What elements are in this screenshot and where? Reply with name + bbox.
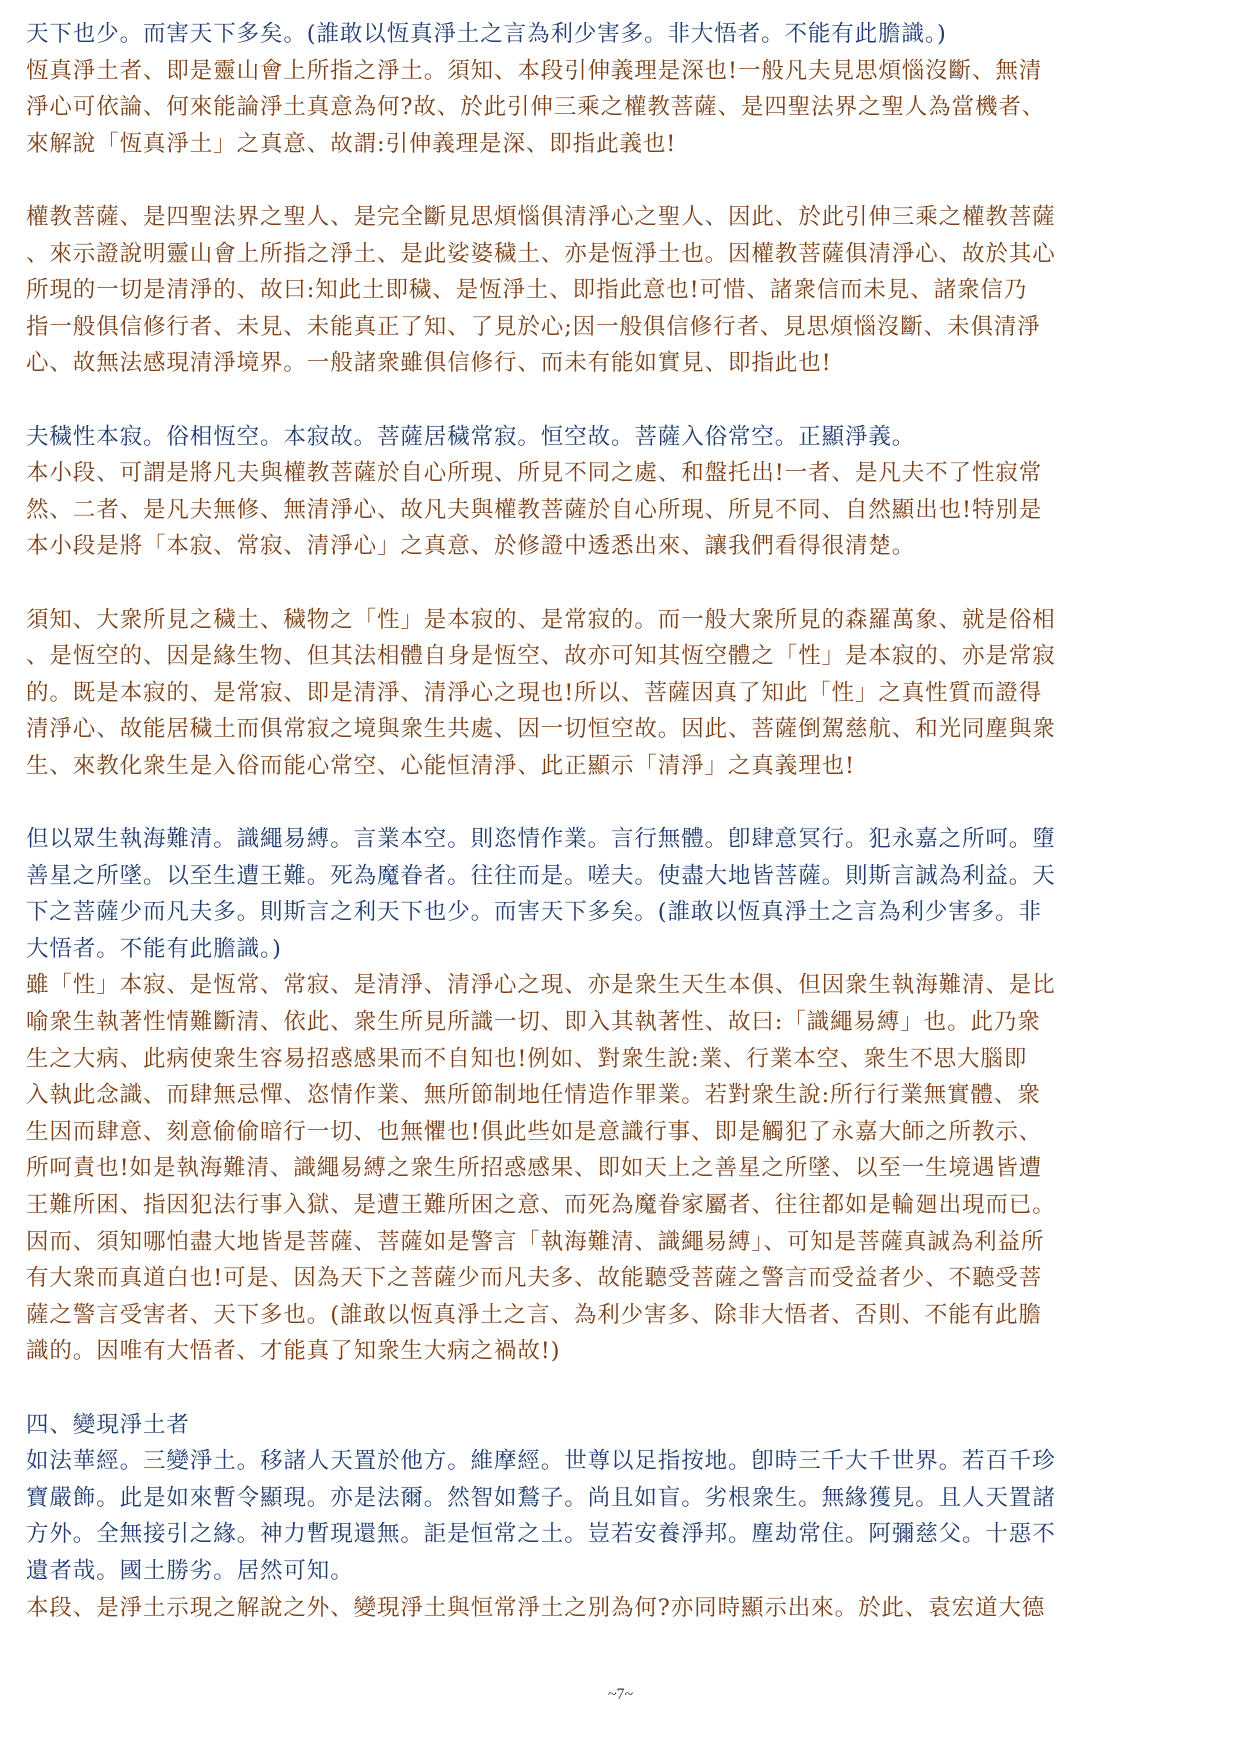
text-line: 來解說「恆真淨土」之真意、故謂:引伸義理是深、即指此義也! [26,130,677,157]
text-line: 遺者哉。國土勝劣。居然可知。 [26,1557,354,1584]
text-line: 有大衆而真道白也!可是、因為天下之菩薩少而凡夫多、故能聽受菩薩之警言而受益者少、不聽受菩 [26,1265,1043,1292]
text-line: 所呵責也!如是執海難清、識繩易縛之衆生所招惑感果、即如天上之善星之所墜、以至一生境遇皆遭 [26,1155,1043,1182]
text-line: 入執此念識、而肆無忌憚、恣情作業、無所節制地任情造作罪業。若對衆生說:所行行業無實體、衆 [26,1082,1041,1109]
text-line: 識的。因唯有大悟者、才能真了知衆生大病之禍故!) [26,1338,561,1365]
paragraph-gap [26,382,1224,419]
text-line: 雖「性」本寂、是恆常、常寂、是清淨、清淨心之現、亦是衆生天生本俱、但因衆生執海難清、是比 [26,972,1056,999]
text-line: 所現的一切是清淨的、故曰:知此土即穢、是恆淨土、即指此意也!可惜、諸衆信而未見、諸衆信乃 [26,277,1028,304]
text-line: 善星之所墜。以至生遭王難。死為魔眷者。往往而是。嗟夫。使盡大地皆菩薩。則斯言誠為利益。天 [26,862,1056,889]
source-text-paragraph [26,419,1224,456]
text-line: 寶嚴飾。此是如來暫令顯現。亦是法爾。然智如鶖子。尚且如盲。劣根衆生。無緣獲見。且人天置諸 [26,1484,1056,1511]
text-line: 天下也少。而害天下多矣。(誰敢以恆真淨土之言為利少害多。非大悟者。不能有此膽識。) [26,21,947,47]
text-line: 大悟者。不能有此膽識。) [26,935,282,962]
text-line: 須知、大衆所見之穢土、穢物之「性」是本寂的、是常寂的。而一般大衆所見的森羅萬象、就是俗相 [26,606,1056,633]
paragraph-gap [26,565,1224,602]
text-line: 清淨心、故能居穢土而俱常寂之境與衆生共處、因一切恒空故。因此、菩薩倒駕慈航、和光同塵與衆 [26,716,1056,743]
text-line: 方外。全無接引之緣。神力暫現還無。詎是恒常之土。豈若安養淨邦。塵劫常住。阿彌慈父。十惡不 [26,1521,1056,1548]
text-line: 因而、須知哪怕盡大地皆是菩薩、菩薩如是警言「執海難清、識繩易縛」、可知是菩薩真誠為利益所 [26,1228,1045,1255]
text-line: 如法華經。三變淨土。移諸人天置於他方。維摩經。世尊以足指按地。卽時三千大千世界。若百千珍 [26,1448,1056,1475]
text-line: 生因而肆意、刻意偷偷暗行一切、也無懼也!俱此些如是意識行事、即是觸犯了永嘉大師之所教示、 [26,1118,1043,1145]
text-line: 恆真淨土者、即是靈山會上所指之淨土。須知、本段引伸義理是深也!一般凡夫見思煩惱沒斷、無清 [26,57,1043,84]
paragraph-gap [26,162,1224,199]
text-line: 的。既是本寂的、是常寂、即是清淨、清淨心之現也!所以、菩薩因真了知此「性」之真性質而證得 [26,679,1043,706]
text-line: 心、故無法感現清淨境界。一般諸衆雖俱信修行、而未有能如實見、即指此也! [26,350,832,377]
text-line: 但以眾生執海難清。識繩易縛。言業本空。則恣情作業。言行無體。卽肆意冥行。犯永嘉之所呵。墮 [26,826,1056,853]
commentary-paragraph [26,967,1224,1370]
commentary-paragraph [26,199,1224,382]
commentary-paragraph [26,602,1224,785]
commentary-paragraph [26,455,1224,565]
source-text-paragraph [26,16,1224,53]
text-line: 生、來教化衆生是入俗而能心常空、心能恒清淨、此正顯示「清淨」之真義理也! [26,752,855,779]
source-text-paragraph [26,1407,1224,1590]
paragraph-gap [26,1370,1224,1407]
text-line: 生之大病、此病使衆生容易招惑感果而不自知也!例如、對衆生說:業、行業本空、衆生不思大腦即 [26,1045,1028,1072]
paragraph-gap [26,784,1224,821]
text-line: 喻衆生執著性情難斷清、依此、衆生所見所識一切、即入其執著性、故曰:「識繩易縛」也。此乃衆 [26,1009,1041,1036]
text-line: 指一般俱信修行者、未見、未能真正了知、了見於心;因一般俱信修行者、見思煩惱沒斷、未俱清淨 [26,313,1041,340]
text-line: 權教菩薩、是四聖法界之聖人、是完全斷見思煩惱俱清淨心之聖人、因此、於此引伸三乘之權教菩薩 [26,203,1056,230]
text-line: 、來示證說明靈山會上所指之淨土、是此娑婆穢土、亦是恆淨土也。因權教菩薩俱清淨心、故於其心 [26,240,1056,267]
commentary-paragraph [26,1590,1224,1627]
text-line: 本小段、可謂是將凡夫與權教菩薩於自心所現、所見不同之處、和盤托出!一者、是凡夫不了性寂常 [26,460,1043,487]
text-line: 王難所困、指因犯法行事入獄、是遭王難所困之意、而死為魔眷家屬者、往往都如是輪廻出現而已。 [26,1192,1056,1218]
text-line: 下之菩薩少而凡夫多。則斯言之利天下也少。而害天下多矣。(誰敢以恆真淨土之言為利少害多。非 [26,899,1042,926]
text-line: 本小段是將「本寂、常寂、清淨心」之真意、於修證中透悉出來、讓我們看得很清楚。 [26,533,916,560]
commentary-paragraph [26,53,1224,163]
text-line: 然、二者、是凡夫無修、無清淨心、故凡夫與權教菩薩於自心所現、所見不同、自然顯出也!特別是 [26,496,1043,523]
text-line: 薩之警言受害者、天下多也。(誰敢以恆真淨土之言、為利少害多、除非大悟者、否則、不能有此膽 [26,1301,1042,1328]
text-line: 淨心可依論、何來能論淨土真意為何?故、於此引伸三乘之權教菩薩、是四聖法界之聖人為當機者、 [26,94,1046,121]
text-line: 、是恆空的、因是緣生物、但其法相體自身是恆空、故亦可知其恆空體之「性」是本寂的、亦是常寂 [26,643,1056,670]
document-body [26,16,1224,1626]
page-number: ~7~ [607,1686,634,1703]
text-line: 夫穢性本寂。俗相恆空。本寂故。菩薩居穢常寂。恒空故。菩薩入俗常空。正顯淨義。 [26,423,916,450]
source-text-paragraph [26,821,1224,967]
text-line: 本段、是淨土示現之解說之外、變現淨土與恒常淨土之別為何?亦同時顯示出來。於此、袁宏道大德 [26,1594,1046,1621]
text-line: 四、變現淨土者 [26,1411,190,1438]
